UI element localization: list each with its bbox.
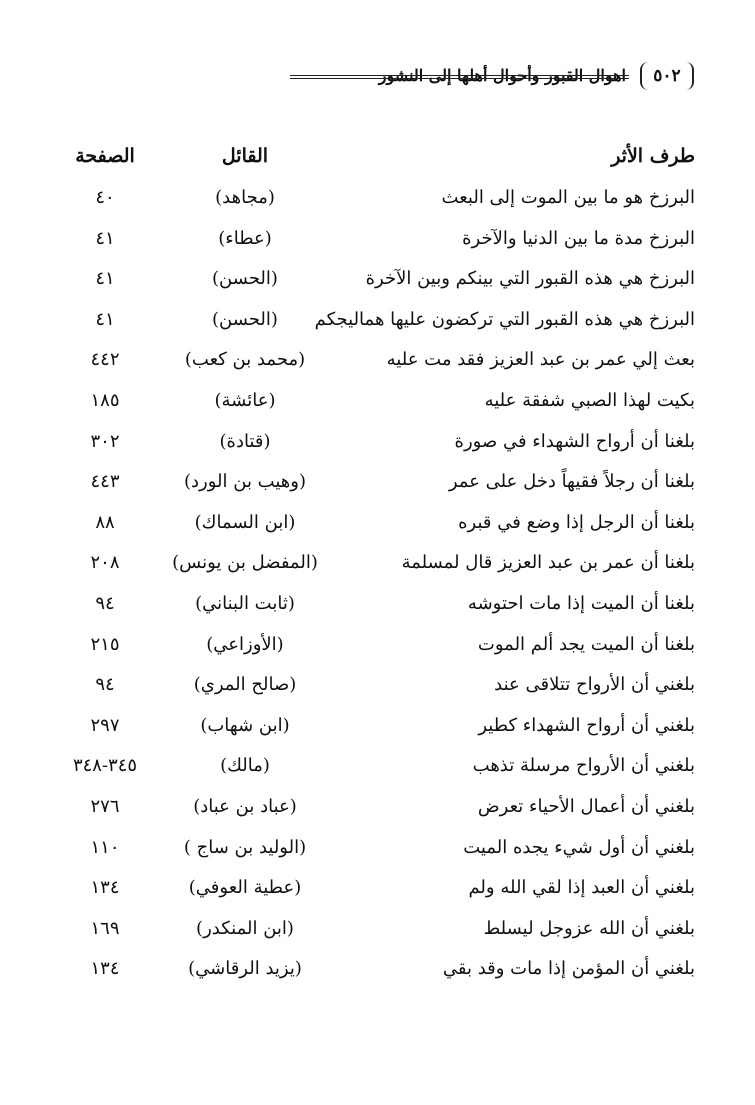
athar-cell: بلغني أن أرواح الشهداء كطير bbox=[478, 714, 695, 736]
table-row bbox=[60, 746, 695, 787]
athar-cell: بلغني أن الأرواح تتلاقى عند bbox=[494, 674, 695, 696]
athar-cell: بعث إلي عمر بن عبد العزيز فقد مت عليه bbox=[386, 349, 695, 371]
page-cell: ٨٨ bbox=[95, 511, 115, 533]
athar-cell: البرزخ هي هذه القبور التي بينكم وبين الآخرة bbox=[365, 268, 695, 290]
table-row bbox=[60, 503, 695, 544]
page-cell: ١٣٤ bbox=[90, 877, 120, 899]
page-cell: ١٨٥ bbox=[90, 389, 120, 411]
table-row bbox=[60, 665, 695, 706]
header-rule bbox=[290, 75, 629, 79]
speaker-cell: (ابن شهاب) bbox=[200, 714, 290, 736]
column-header-page: الصفحة bbox=[75, 145, 135, 167]
table-row bbox=[60, 787, 695, 828]
speaker-cell: (قتادة) bbox=[219, 430, 271, 452]
speaker-cell: (ثابت البناني) bbox=[195, 592, 295, 614]
athar-cell: البرزخ هو ما بين الموت إلى البعث bbox=[441, 187, 695, 208]
athar-cell: بلغني أن المؤمن إذا مات وقد بقي bbox=[442, 958, 695, 980]
table-row bbox=[60, 381, 695, 422]
page-cell: ٢٠٨ bbox=[90, 552, 120, 574]
page-cell: ٤٤٣ bbox=[90, 471, 120, 493]
page-cell: ٢٩٧ bbox=[90, 714, 120, 736]
table-row bbox=[60, 462, 695, 503]
athar-cell: البرزخ هي هذه القبور التي تركضون عليها هماليجكم bbox=[314, 308, 695, 330]
athar-cell: بلغنا أن الميت إذا مات احتوشه bbox=[467, 592, 695, 614]
speaker-cell: (يزيد الرقاشي) bbox=[188, 958, 302, 980]
table-row bbox=[60, 543, 695, 584]
athar-cell: بلغنا أن الرجل إذا وضع في قبره bbox=[458, 511, 695, 533]
page-cell: ١٦٩ bbox=[90, 917, 120, 939]
page-cell: ٤١ bbox=[95, 227, 115, 249]
speaker-cell: (الأوزاعي) bbox=[206, 633, 284, 655]
speaker-cell: (عباد بن عباد) bbox=[193, 795, 297, 817]
page-cell: ٣٤٥-٣٤٨ bbox=[72, 755, 138, 777]
page-number: ٥٠٢ bbox=[640, 62, 694, 90]
table-row bbox=[60, 706, 695, 747]
running-header bbox=[60, 62, 694, 92]
page-cell: ١٣٤ bbox=[90, 958, 120, 980]
page-cell: ٣٠٢ bbox=[90, 430, 120, 452]
athar-cell: البرزخ مدة ما بين الدنيا والآخرة bbox=[462, 227, 695, 249]
table-row bbox=[60, 828, 695, 869]
page-cell: ٢٧٦ bbox=[90, 795, 120, 817]
table-body bbox=[60, 178, 695, 990]
speaker-cell: (الحسن) bbox=[212, 268, 278, 290]
speaker-cell: (محمد بن كعب) bbox=[184, 349, 306, 371]
page-cell: ٤٤٢ bbox=[90, 349, 120, 371]
athar-cell: بلغني أن العبد إذا لقي الله ولم bbox=[468, 877, 695, 899]
table-row bbox=[60, 584, 695, 625]
athar-cell: بلغنا أن الميت يجد ألم الموت bbox=[477, 633, 695, 655]
table-row bbox=[60, 259, 695, 300]
header-title: اهوال القبور وأحوال أهلها إلى النشور bbox=[378, 66, 626, 85]
column-header-speaker: القائل bbox=[221, 145, 269, 167]
table-row bbox=[60, 178, 695, 219]
page-cell: ٤٠ bbox=[95, 187, 115, 208]
athar-cell: بلغني أن الأرواح مرسلة تذهب bbox=[472, 755, 695, 777]
table-row bbox=[60, 300, 695, 341]
athar-cell: بلغني أن أعمال الأحياء تعرض bbox=[477, 795, 695, 817]
table-row bbox=[60, 909, 695, 950]
table-row bbox=[60, 949, 695, 990]
page-cell: ٩٤ bbox=[95, 674, 115, 696]
speaker-cell: (ابن السماك) bbox=[194, 511, 296, 533]
speaker-cell: (عطاء) bbox=[218, 227, 272, 249]
speaker-cell: (عطية العوفي) bbox=[188, 877, 302, 899]
table-row bbox=[60, 422, 695, 463]
athar-cell: بلغنا أن أرواح الشهداء في صورة bbox=[454, 430, 695, 452]
speaker-cell: (عائشة) bbox=[214, 389, 276, 411]
page-cell: ٢١٥ bbox=[90, 633, 120, 655]
index-table bbox=[60, 136, 695, 990]
speaker-cell: (وهيب بن الورد) bbox=[184, 471, 306, 493]
speaker-cell: (الوليد بن ساج ) bbox=[183, 836, 307, 858]
page-cell: ١١٠ bbox=[90, 836, 120, 858]
table-row bbox=[60, 219, 695, 260]
athar-cell: بكيت لهذا الصبي شفقة عليه bbox=[484, 389, 695, 411]
column-header-athar: طرف الأثر bbox=[611, 145, 695, 167]
table-row bbox=[60, 625, 695, 666]
speaker-cell: (مجاهد) bbox=[215, 187, 275, 208]
speaker-cell: (صالح المري) bbox=[193, 674, 297, 696]
speaker-cell: (ابن المنكدر) bbox=[196, 917, 294, 939]
table-row bbox=[60, 868, 695, 909]
athar-cell: بلغني أن أول شيء يجده الميت bbox=[463, 836, 695, 858]
page-cell: ٩٤ bbox=[95, 592, 115, 614]
speaker-cell: (الحسن) bbox=[212, 308, 278, 330]
speaker-cell: (المفضل بن يونس) bbox=[172, 552, 318, 574]
table-row bbox=[60, 340, 695, 381]
page-cell: ٤١ bbox=[95, 308, 115, 330]
athar-cell: بلغني أن الله عزوجل ليسلط bbox=[483, 917, 695, 939]
athar-cell: بلغنا أن رجلاً فقيهاً دخل على عمر bbox=[448, 471, 695, 493]
speaker-cell: (مالك) bbox=[220, 755, 270, 777]
page-cell: ٤١ bbox=[95, 268, 115, 290]
athar-cell: بلغنا أن عمر بن عبد العزيز قال لمسلمة bbox=[401, 552, 695, 574]
table-header-row bbox=[60, 136, 695, 178]
